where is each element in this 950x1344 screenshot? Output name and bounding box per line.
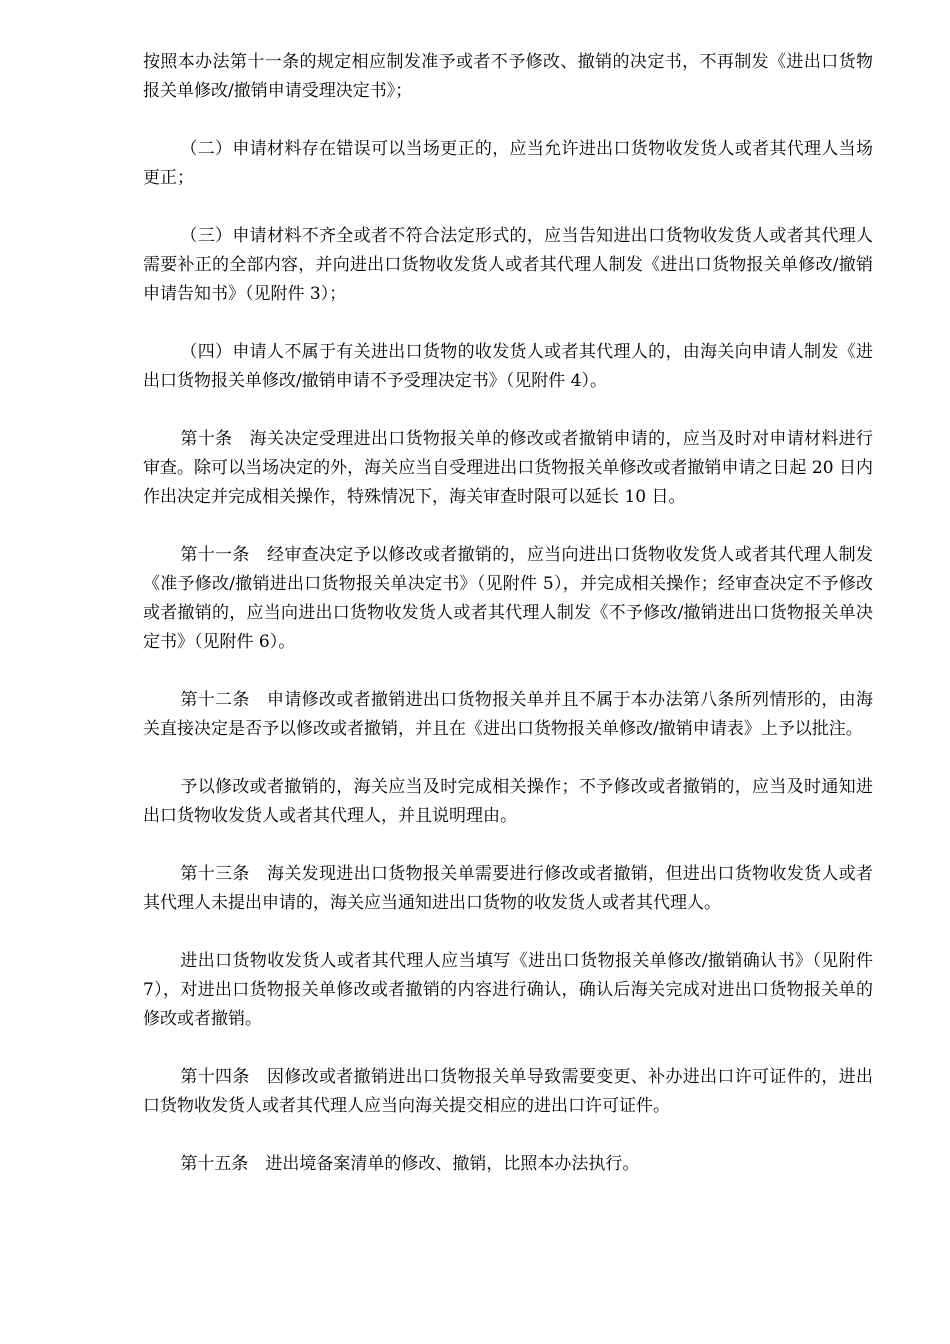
paragraph-item-3: （三）申请材料不齐全或者不符合法定形式的，应当告知进出口货物收发货人或者其代理人需要补正的全部内容，并向进出口货物收发货人或者其代理人制发《进出口货物报关单修改/撤销申请告知书》（见附件 3）； <box>143 226 873 304</box>
article-13-paragraph-2: 进出口货物收发货人或者其代理人应当填写《进出口货物报关单修改/撤销确认书》（见附件 7），对进出口货物报关单修改或者撤销的内容进行确认，确认后海关完成对进出口货物报关单的修改或者撤销。 <box>143 951 873 1029</box>
article-10: 第十条 海关决定受理进出口货物报关单的修改或者撤销申请的，应当及时对申请材料进行审查。除可以当场决定的外，海关应当自受理进出口货物报关单修改或者撤销申请之日起 20 日内作出决定并完成相关操作，特殊情况下，海关审查时限可以延长 10 日。 <box>143 429 873 507</box>
article-11: 第十一条 经审查决定予以修改或者撤销的，应当向进出口货物收发货人或者其代理人制发《准予修改/撤销进出口货物报关单决定书》（见附件 5），并完成相关操作；经审查决定不予修改或者撤销的，应当向进出口货物收发货人或者其代理人制发《不予修改/撤销进出口货物报关单决定书》（见附件 6）。 <box>143 545 873 652</box>
article-12-paragraph-2: 予以修改或者撤销的，海关应当及时完成相关操作；不予修改或者撤销的，应当及时通知进出口货物收发货人或者其代理人，并且说明理由。 <box>143 777 873 826</box>
document-page <box>143 48 873 1208</box>
article-15: 第十五条 进出境备案清单的修改、撤销，比照本办法执行。 <box>180 1154 640 1174</box>
paragraph-continuation: 按照本办法第十一条的规定相应制发准予或者不予修改、撤销的决定书，不再制发《进出口货物报关单修改/撤销申请受理决定书》； <box>143 52 873 101</box>
article-12: 第十二条 申请修改或者撤销进出口货物报关单并且不属于本办法第八条所列情形的，由海关直接决定是否予以修改或者撤销，并且在《进出口货物报关单修改/撤销申请表》上予以批注。 <box>143 690 873 739</box>
article-14: 第十四条 因修改或者撤销进出口货物报关单导致需要变更、补办进出口许可证件的，进出口货物收发货人或者其代理人应当向海关提交相应的进出口许可证件。 <box>143 1067 873 1116</box>
article-13: 第十三条 海关发现进出口货物报关单需要进行修改或者撤销，但进出口货物收发货人或者其代理人未提出申请的，海关应当通知进出口货物的收发货人或者其代理人。 <box>143 864 873 913</box>
paragraph-item-4: （四）申请人不属于有关进出口货物的收发货人或者其代理人的，由海关向申请人制发《进出口货物报关单修改/撤销申请不予受理决定书》（见附件 4）。 <box>143 342 873 391</box>
paragraph-item-2: （二）申请材料存在错误可以当场更正的，应当允许进出口货物收发货人或者其代理人当场更正； <box>143 139 873 188</box>
